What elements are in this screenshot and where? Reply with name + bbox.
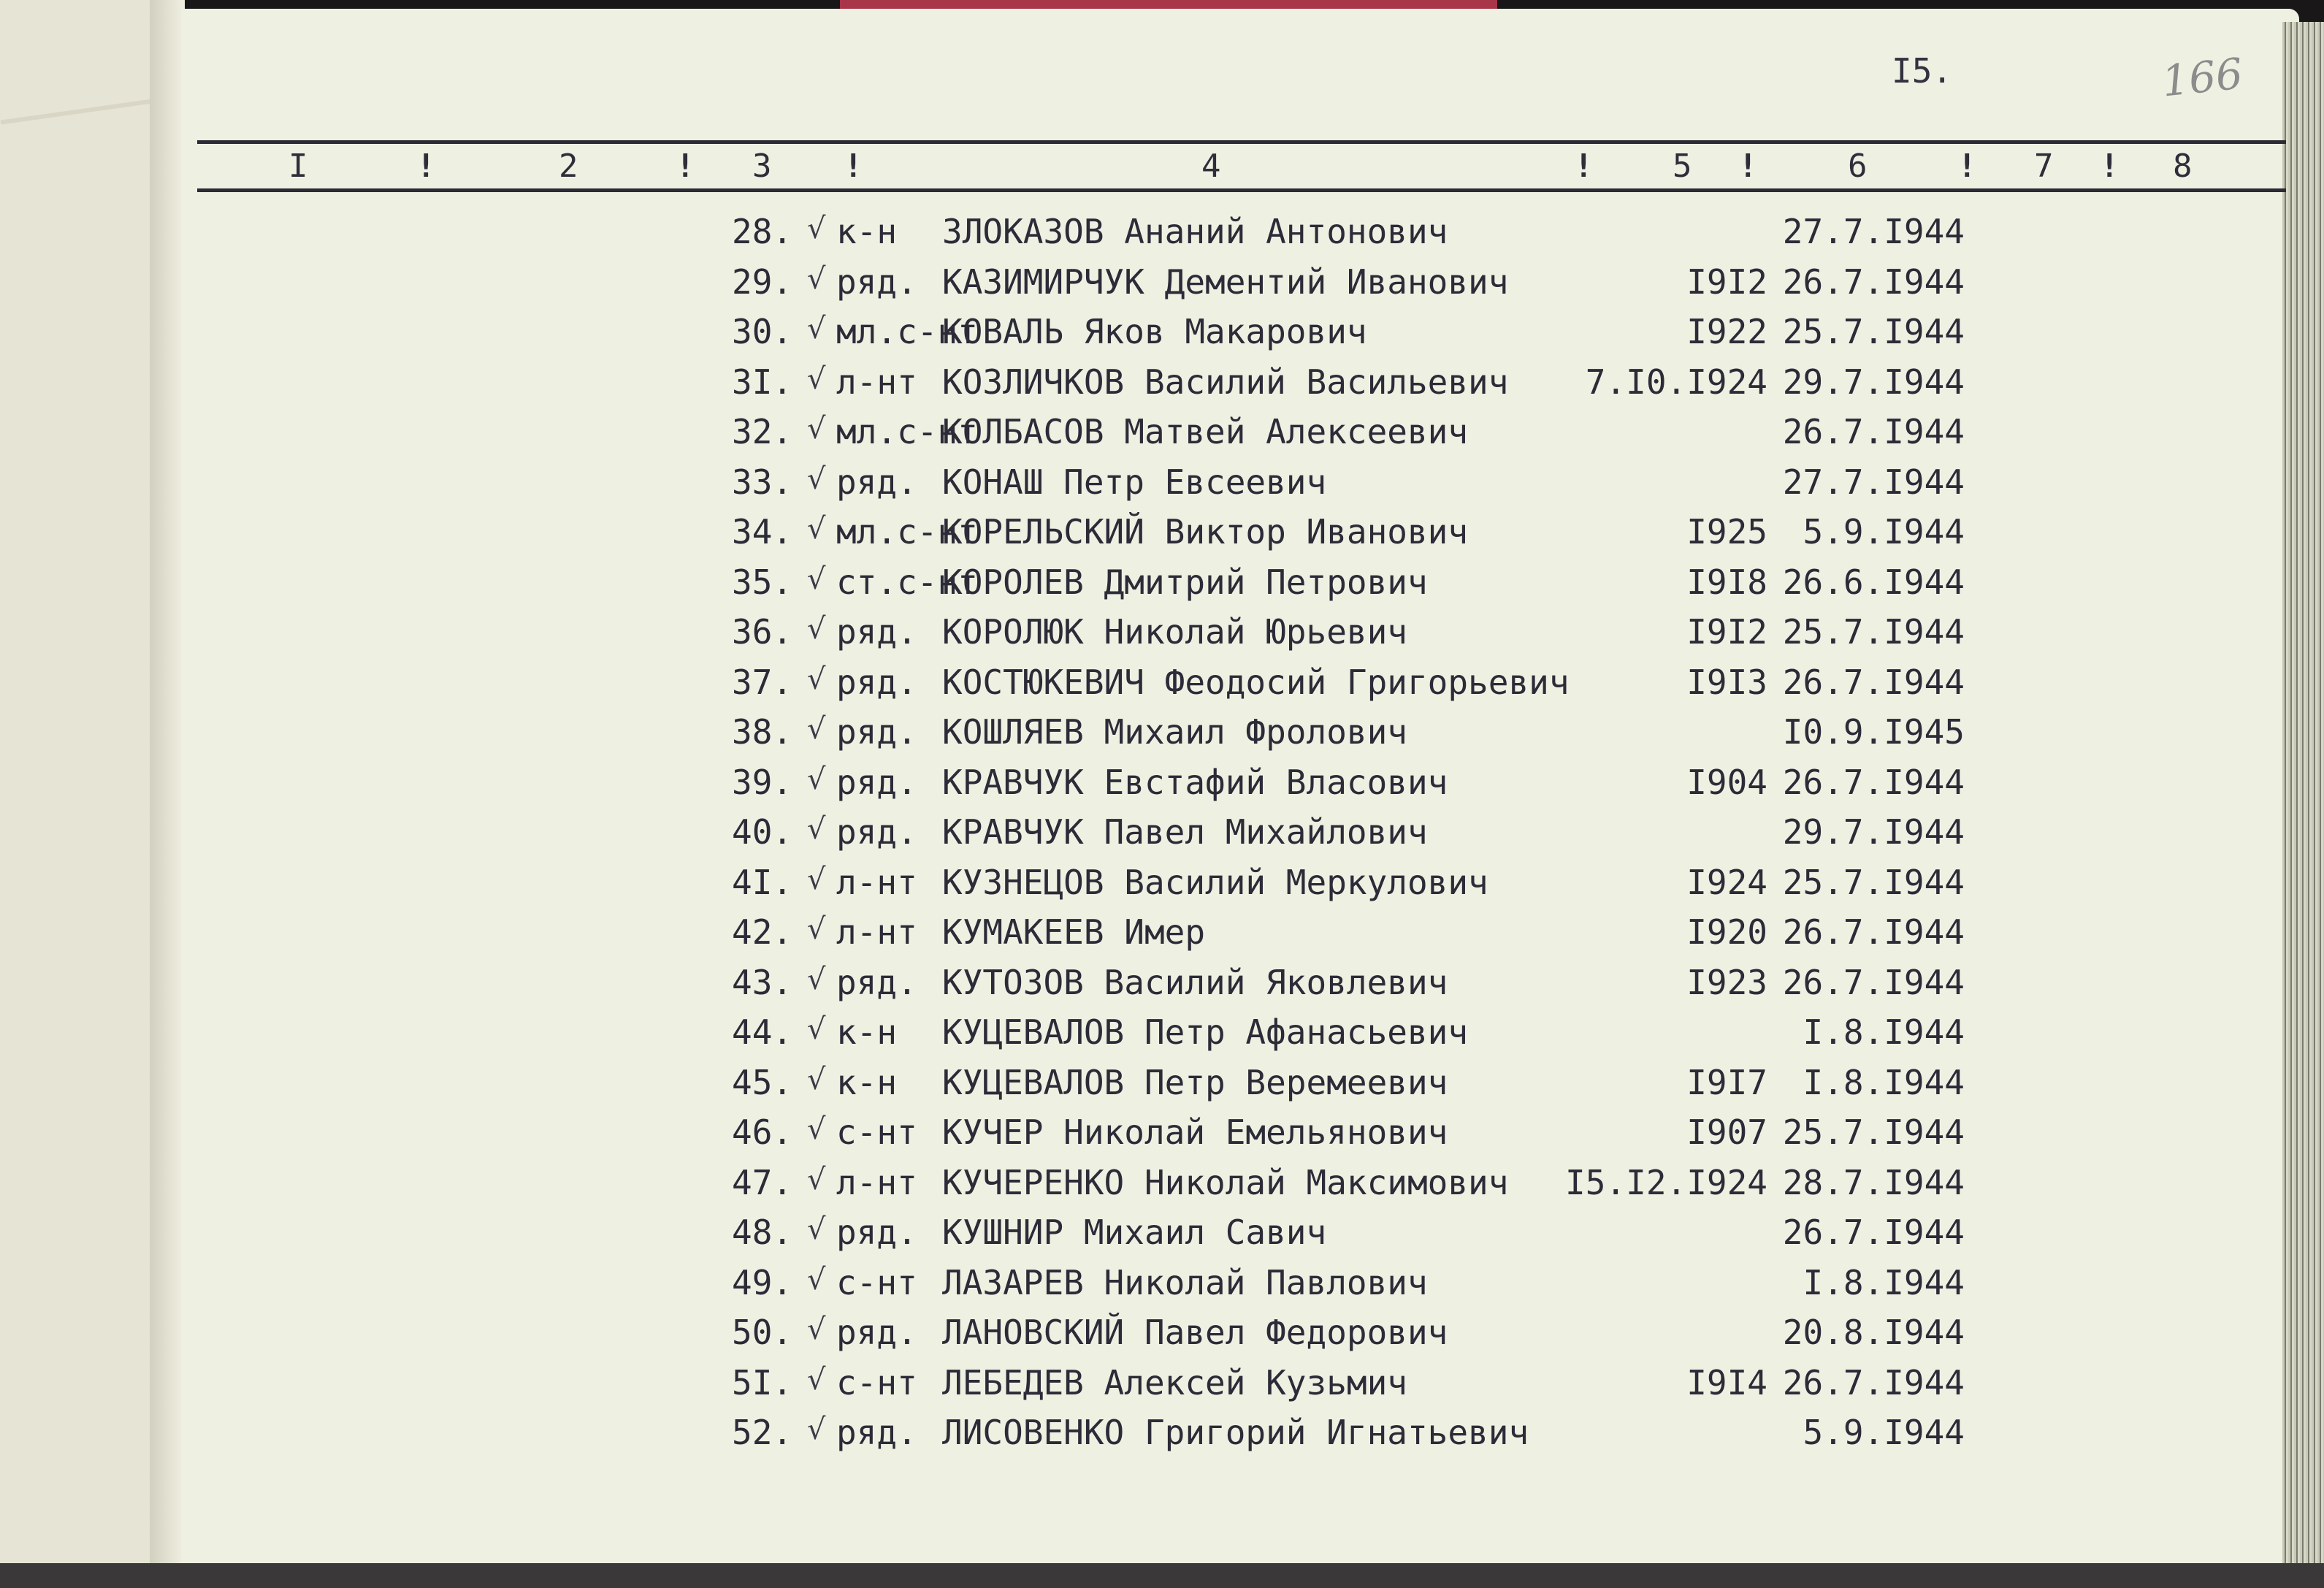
- military-rank: ряд.: [836, 1413, 917, 1452]
- military-rank: мл.с-нт: [836, 412, 978, 451]
- death-date: I.8.I944: [1803, 1012, 1965, 1052]
- person-name: КОЗЛИЧКОВ Василий Васильевич: [942, 362, 1509, 402]
- left-page-mark: [1, 99, 153, 124]
- military-rank: с-нт: [836, 1362, 917, 1402]
- row-number: 30.: [732, 312, 793, 351]
- checkmark-icon: √: [807, 1362, 826, 1397]
- birth-year: 7.I0.I924: [1585, 362, 1767, 402]
- death-date: I0.9.I945: [1782, 712, 1965, 752]
- row-number: 42.: [732, 912, 793, 952]
- death-date: 26.7.I944: [1782, 962, 1965, 1002]
- military-rank: ряд.: [836, 1313, 917, 1352]
- column-header-3: 3: [752, 148, 772, 185]
- row-number: 40.: [732, 812, 793, 852]
- military-rank: ряд.: [836, 1213, 917, 1252]
- person-name: ЗЛОКАЗОВ Ананий Антонович: [942, 212, 1448, 251]
- row-number: 47.: [732, 1162, 793, 1202]
- checkmark-icon: √: [807, 962, 826, 996]
- military-rank: л-нт: [836, 362, 917, 402]
- birth-year: I9I3: [1686, 662, 1767, 702]
- death-date: 25.7.I944: [1782, 1112, 1965, 1152]
- checkmark-icon: √: [807, 312, 826, 346]
- column-separator: !: [1738, 148, 1758, 185]
- row-number: 37.: [732, 662, 793, 702]
- death-date: I.8.I944: [1803, 1262, 1965, 1302]
- column-separator: !: [1574, 148, 1594, 185]
- birth-year: I922: [1686, 312, 1767, 351]
- checkmark-icon: √: [807, 512, 826, 546]
- person-name: КУТОЗОВ Василий Яковлевич: [942, 962, 1448, 1002]
- person-name: КОШЛЯЕВ Михаил Фролович: [942, 712, 1407, 752]
- person-name: КРАВЧУК Павел Михайлович: [942, 812, 1428, 852]
- checkmark-icon: √: [807, 1012, 826, 1046]
- death-date: 25.7.I944: [1782, 612, 1965, 652]
- checkmark-icon: √: [807, 562, 826, 596]
- birth-year: I5.I2.I924: [1565, 1162, 1767, 1202]
- checkmark-icon: √: [807, 612, 826, 646]
- column-separator: !: [1957, 148, 1977, 185]
- checkmark-icon: √: [807, 862, 826, 896]
- checkmark-icon: √: [807, 1162, 826, 1196]
- death-date: 25.7.I944: [1782, 862, 1965, 902]
- death-date: 26.6.I944: [1782, 562, 1965, 602]
- column-header-7: 7: [2034, 148, 2054, 185]
- person-name: КУЗНЕЦОВ Василий Меркулович: [942, 862, 1488, 902]
- person-name: КУЦЕВАЛОВ Петр Веремеевич: [942, 1062, 1448, 1102]
- column-separator: !: [2100, 148, 2119, 185]
- military-rank: ряд.: [836, 612, 917, 652]
- death-date: 26.7.I944: [1782, 412, 1965, 451]
- page-number: I5.: [1892, 51, 1953, 91]
- birth-year: I907: [1686, 1112, 1767, 1152]
- birth-year: I9I8: [1686, 562, 1767, 602]
- row-number: 33.: [732, 462, 793, 502]
- checkmark-icon: √: [807, 812, 826, 846]
- military-rank: ряд.: [836, 812, 917, 852]
- military-rank: к-н: [836, 212, 898, 251]
- row-number: 34.: [732, 512, 793, 551]
- checkmark-icon: √: [807, 1213, 826, 1246]
- death-date: 26.7.I944: [1782, 662, 1965, 702]
- birth-year: I9I2: [1686, 262, 1767, 302]
- military-rank: л-нт: [836, 1162, 917, 1202]
- checkmark-icon: √: [807, 1062, 826, 1096]
- death-date: 26.7.I944: [1782, 1213, 1965, 1252]
- birth-year: I925: [1686, 512, 1767, 551]
- checkmark-icon: √: [807, 912, 826, 946]
- person-name: ЛАНОВСКИЙ Павел Федорович: [942, 1313, 1448, 1352]
- death-date: I.8.I944: [1803, 1062, 1965, 1102]
- checkmark-icon: √: [807, 212, 826, 245]
- row-number: 49.: [732, 1262, 793, 1302]
- person-name: КОРОЛЮК Николай Юрьевич: [942, 612, 1407, 652]
- checkmark-icon: √: [807, 1112, 826, 1146]
- birth-year: I920: [1686, 912, 1767, 952]
- header-rule-top: [197, 140, 2286, 144]
- checkmark-icon: √: [807, 412, 826, 446]
- death-date: 26.7.I944: [1782, 262, 1965, 302]
- death-date: 5.9.I944: [1803, 512, 1965, 551]
- column-header-6: 6: [1848, 148, 1868, 185]
- column-header-4: 4: [1201, 148, 1221, 185]
- row-number: 36.: [732, 612, 793, 652]
- military-rank: с-нт: [836, 1112, 917, 1152]
- row-number: 52.: [732, 1413, 793, 1452]
- page-stack-edge: [2282, 22, 2324, 1588]
- person-name: КОСТЮКЕВИЧ Феодосий Григорьевич: [942, 662, 1570, 702]
- checkmark-icon: √: [807, 1413, 826, 1446]
- checkmark-icon: √: [807, 1313, 826, 1346]
- birth-year: I9I2: [1686, 612, 1767, 652]
- death-date: 5.9.I944: [1803, 1413, 1965, 1452]
- bottom-shadow: [0, 1563, 2324, 1588]
- checkmark-icon: √: [807, 662, 826, 696]
- row-number: 39.: [732, 762, 793, 802]
- row-number: 46.: [732, 1112, 793, 1152]
- checkmark-icon: √: [807, 262, 826, 296]
- row-number: 32.: [732, 412, 793, 451]
- person-name: КУШНИР Михаил Савич: [942, 1213, 1327, 1252]
- military-rank: ст.с-нт: [836, 562, 978, 602]
- row-number: 35.: [732, 562, 793, 602]
- military-rank: ряд.: [836, 462, 917, 502]
- header-rule-bottom: [197, 188, 2286, 192]
- column-header-1: I: [288, 148, 308, 185]
- death-date: 27.7.I944: [1782, 462, 1965, 502]
- person-name: КОРОЛЕВ Дмитрий Петрович: [942, 562, 1428, 602]
- birth-year: I9I4: [1686, 1362, 1767, 1402]
- row-number: 38.: [732, 712, 793, 752]
- row-number: 44.: [732, 1012, 793, 1052]
- death-date: 26.7.I944: [1782, 912, 1965, 952]
- death-date: 29.7.I944: [1782, 362, 1965, 402]
- row-number: 28.: [732, 212, 793, 251]
- person-name: КОНАШ Петр Евсеевич: [942, 462, 1327, 502]
- row-number: 3I.: [732, 362, 793, 402]
- checkmark-icon: √: [807, 362, 826, 396]
- column-separator: !: [416, 148, 436, 185]
- row-number: 50.: [732, 1313, 793, 1352]
- person-name: КОРЕЛЬСКИЙ Виктор Иванович: [942, 512, 1469, 551]
- checkmark-icon: √: [807, 1262, 826, 1297]
- military-rank: ряд.: [836, 262, 917, 302]
- military-rank: к-н: [836, 1012, 898, 1052]
- person-name: КОЛБАСОВ Матвей Алексеевич: [942, 412, 1469, 451]
- death-date: 28.7.I944: [1782, 1162, 1965, 1202]
- row-number: 5I.: [732, 1362, 793, 1402]
- birth-year: I923: [1686, 962, 1767, 1002]
- column-separator: !: [844, 148, 863, 185]
- person-name: КРАВЧУК Евстафий Власович: [942, 762, 1448, 802]
- row-number: 43.: [732, 962, 793, 1002]
- row-number: 29.: [732, 262, 793, 302]
- person-name: КОВАЛЬ Яков Макарович: [942, 312, 1367, 351]
- row-number: 48.: [732, 1213, 793, 1252]
- death-date: 26.7.I944: [1782, 762, 1965, 802]
- column-header-5: 5: [1673, 148, 1692, 185]
- handwritten-page-number: 166: [2159, 48, 2245, 107]
- death-date: 20.8.I944: [1782, 1313, 1965, 1352]
- person-name: КАЗИМИРЧУК Дементий Иванович: [942, 262, 1509, 302]
- person-name: КУЦЕВАЛОВ Петр Афанасьевич: [942, 1012, 1469, 1052]
- person-name: КУЧЕР Николай Емельянович: [942, 1112, 1448, 1152]
- military-rank: ряд.: [836, 962, 917, 1002]
- row-number: 4I.: [732, 862, 793, 902]
- death-date: 29.7.I944: [1782, 812, 1965, 852]
- military-rank: к-н: [836, 1062, 898, 1102]
- person-name: КУЧЕРЕНКО Николай Максимович: [942, 1162, 1509, 1202]
- checkmark-icon: √: [807, 762, 826, 796]
- checkmark-icon: √: [807, 712, 826, 746]
- person-name: ЛЕБЕДЕВ Алексей Кузьмич: [942, 1362, 1407, 1402]
- military-rank: мл.с-нт: [836, 512, 978, 551]
- column-header-8: 8: [2173, 148, 2193, 185]
- military-rank: ряд.: [836, 762, 917, 802]
- death-date: 27.7.I944: [1782, 212, 1965, 251]
- birth-year: I9I7: [1686, 1062, 1767, 1102]
- military-rank: л-нт: [836, 912, 917, 952]
- death-date: 25.7.I944: [1782, 312, 1965, 351]
- checkmark-icon: √: [807, 462, 826, 496]
- column-separator: !: [676, 148, 695, 185]
- birth-year: I904: [1686, 762, 1767, 802]
- column-header-2: 2: [559, 148, 578, 185]
- death-date: 26.7.I944: [1782, 1362, 1965, 1402]
- military-rank: ряд.: [836, 712, 917, 752]
- person-name: ЛАЗАРЕВ Николай Павлович: [942, 1262, 1428, 1302]
- military-rank: ряд.: [836, 662, 917, 702]
- military-rank: мл.с-нт: [836, 312, 978, 351]
- birth-year: I924: [1686, 862, 1767, 902]
- military-rank: л-нт: [836, 862, 917, 902]
- row-number: 45.: [732, 1062, 793, 1102]
- binding-fold: [150, 0, 185, 1588]
- person-name: ЛИСОВЕНКО Григорий Игнатьевич: [942, 1413, 1529, 1452]
- person-name: КУМАКЕЕВ Имер: [942, 912, 1206, 952]
- military-rank: с-нт: [836, 1262, 917, 1302]
